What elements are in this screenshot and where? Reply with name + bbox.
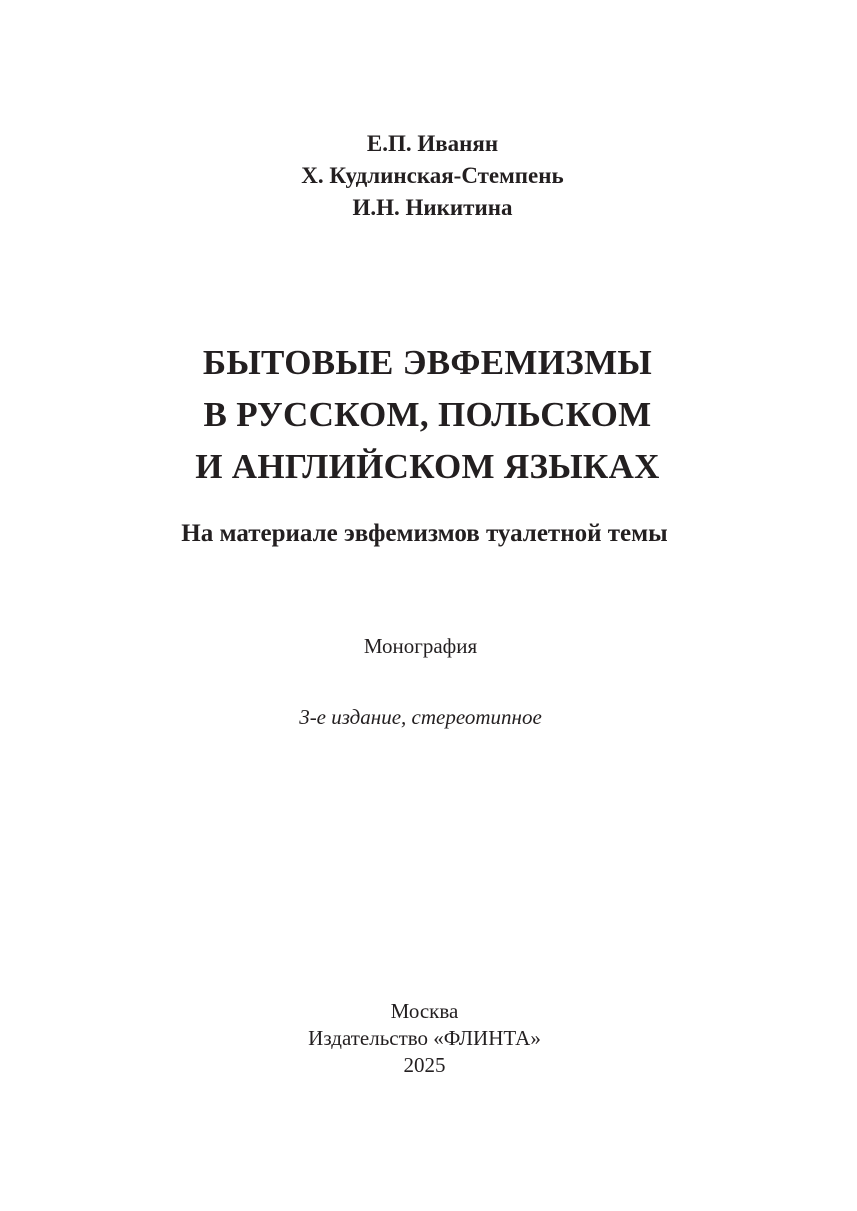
book-title-line: В РУССКОМ, ПОЛЬСКОМ bbox=[203, 395, 652, 434]
book-subtitle: На материале эвфемизмов туалетной темы bbox=[181, 520, 668, 547]
author-name: И.Н. Никитина bbox=[352, 195, 513, 220]
imprint-publisher: Издательство «ФЛИНТА» bbox=[308, 1026, 541, 1050]
imprint-block bbox=[0, 998, 857, 1079]
edition-note: 3-е издание, стереотипное bbox=[299, 705, 542, 729]
book-title bbox=[0, 337, 857, 493]
imprint-city: Москва bbox=[390, 999, 459, 1023]
book-title-line: И АНГЛИЙСКОМ ЯЗЫКАХ bbox=[195, 447, 660, 486]
author-name: Е.П. Иванян bbox=[366, 131, 499, 156]
author-name: Х. Кудлинская-Стемпень bbox=[301, 163, 564, 188]
imprint-year: 2025 bbox=[403, 1053, 446, 1077]
book-genre: Монография bbox=[363, 634, 478, 658]
authors-block bbox=[0, 128, 857, 224]
book-title-line: БЫТОВЫЕ ЭВФЕМИЗМЫ bbox=[202, 343, 653, 382]
